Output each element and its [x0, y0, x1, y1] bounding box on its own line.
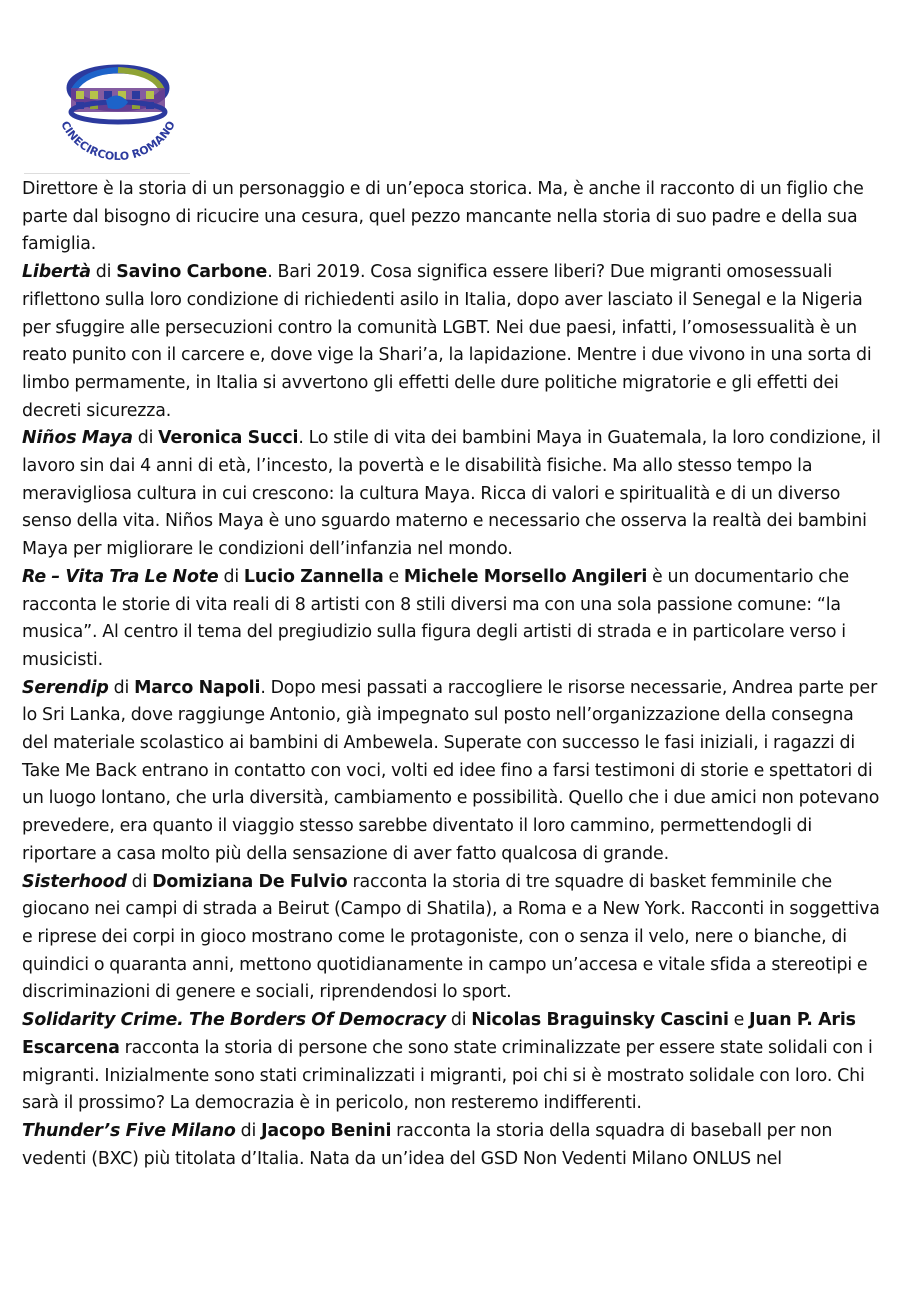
- paragraph: [22, 1007, 884, 1118]
- paragraph-text: di: [90, 262, 117, 283]
- film-title: Niños Maya: [22, 428, 133, 449]
- paragraph: [22, 1118, 884, 1173]
- director-name: Savino Carbone: [116, 262, 268, 283]
- film-title: Sisterhood: [22, 871, 127, 892]
- director-name: Juan P. Aris Escarcena: [22, 1010, 856, 1058]
- paragraph-text: . Lo stile di vita dei bambini Maya in Guatemala, la loro condizione, il lavoro sin dai 4 anni di età, l’incesto, la povertà e le disabilità fisiche. Ma allo stesso tempo la meravigliosa cultura in cui crescono: la cultura Maya. Ricca di valori e spiritualità e di un diverso senso della vita. Niños Maya è uno sguardo materno e necessario che osserva la realtà dei bambini Maya per migliorare le condizioni dell’infanzia nel mondo.: [22, 428, 881, 560]
- logo-lettering: CINECIRCOLO ROMANO: [58, 118, 178, 164]
- film-title: Re – Vita Tra Le Note: [22, 566, 219, 587]
- paragraph-text: di: [132, 428, 159, 449]
- director-name: Lucio Zannella: [243, 566, 384, 587]
- paragraph: [22, 259, 884, 425]
- director-name: Michele Morsello Angileri: [403, 566, 648, 587]
- paragraph-text: racconta la storia di tre squadre di basket femminile che giocano nei campi di strada a Beirut (Campo di Shatila), a Roma e a New York. Racconti in soggettiva e riprese dei corpi in gioco mostrano come le protagoniste, con o senza il velo, nere o bianche, di quindici o quaranta anni, mettono quotidianamente in campo un’accesa e vitale sfida a stereotipi e discriminazioni di genere e sociali, riprendendosi lo sport.: [22, 871, 880, 1003]
- paragraph-text: di: [126, 871, 153, 892]
- paragraph: [22, 869, 884, 1008]
- film-title: Thunder’s Five Milano: [22, 1120, 236, 1141]
- film-title: Solidarity Crime. The Borders Of Democracy: [22, 1010, 446, 1031]
- paragraph-text: racconta la storia di persone che sono state criminalizzate per essere state solidali con i migranti. Inizialmente sono stati criminalizzati i migranti, poi chi si è mostrato solidale con loro. Chi sarà il prossimo? La democrazia è in pericolo, non resteremo indifferenti.: [22, 1037, 873, 1114]
- paragraph-text: e: [728, 1010, 750, 1031]
- paragraph-text: Direttore è la storia di un personaggio e di un’epoca storica. Ma, è anche il racconto di un figlio che parte dal bisogno di ricucire una cesura, quel pezzo mancante nella storia di suo padre e della sua famiglia.: [22, 179, 864, 255]
- paragraph-text: di: [235, 1120, 262, 1141]
- film-title: Libertà: [22, 262, 91, 283]
- director-name: Veronica Succi: [158, 428, 299, 449]
- paragraph: [22, 564, 884, 675]
- paragraph-text: e: [383, 566, 404, 587]
- director-name: Jacopo Benini: [261, 1120, 392, 1141]
- paragraph: [22, 675, 884, 869]
- director-name: Domiziana De Fulvio: [152, 871, 348, 892]
- paragraph-text: di: [218, 566, 244, 587]
- paragraph-text: . Dopo mesi passati a raccogliere le risorse necessarie, Andrea parte per lo Sri Lanka, dove raggiunge Antonio, già impegnato sul posto nell’organizzazione della consegna del materiale scolastico ai bambini di Ambewela. Superate con successo le fasi iniziali, i ragazzi di Take Me Back entrano in contatto con voci, volti ed idee fino a farsi testimoni di storie e spettatori di un luogo lontano, che urla diversità, cambiamento e possibilità. Quello che i due amici non potevano prevedere, era quanto il viaggio stesso sarebbe diventato il loro cammino, permettendogli di riportare a casa molto più della sensazione di aver fatto qualcosa di grande.: [22, 677, 880, 864]
- film-title: Serendip: [22, 677, 109, 698]
- paragraph-text: di: [445, 1010, 472, 1031]
- cinecircolo-romano-logo: [48, 60, 188, 166]
- paragraph-text: è un documentario che racconta le storie di vita reali di 8 artisti con 8 stili diversi ma con una sola passione comune: “la musica”. Al centro il tema del pregiudizio sulla figura degli artisti di strada e in particolare verso i musicisti.: [22, 566, 850, 670]
- document-body: [22, 176, 884, 1173]
- paragraph: [22, 176, 884, 259]
- director-name: Nicolas Braguinsky Cascini: [471, 1010, 729, 1031]
- paragraph-text: di: [108, 677, 135, 698]
- logo-graphic: [48, 60, 188, 166]
- paragraph: [22, 425, 884, 564]
- logo-divider: [24, 173, 190, 174]
- paragraph-text: . Bari 2019. Cosa significa essere liberi? Due migranti omosessuali riflettono sulla loro condizione di richiedenti asilo in Italia, dopo aver lasciato il Senegal e la Nigeria per sfuggire alle persecuzioni contro la comunità LGBT. Nei due paesi, infatti, l’omosessualità è un reato punito con il carcere e, dove vige la Shari’a, la lapidazione. Mentre i due vivono in una sorta di limbo permamente, in Italia si avvertono gli effetti delle dure politiche migratorie e gli effetti dei decreti sicurezza.: [22, 262, 872, 421]
- director-name: Marco Napoli: [134, 677, 261, 698]
- paragraph-text: racconta la storia della squadra di baseball per non vedenti (BXC) più titolata d’Italia. Nata da un’idea del GSD Non Vedenti Milano ONLUS nel: [22, 1120, 833, 1169]
